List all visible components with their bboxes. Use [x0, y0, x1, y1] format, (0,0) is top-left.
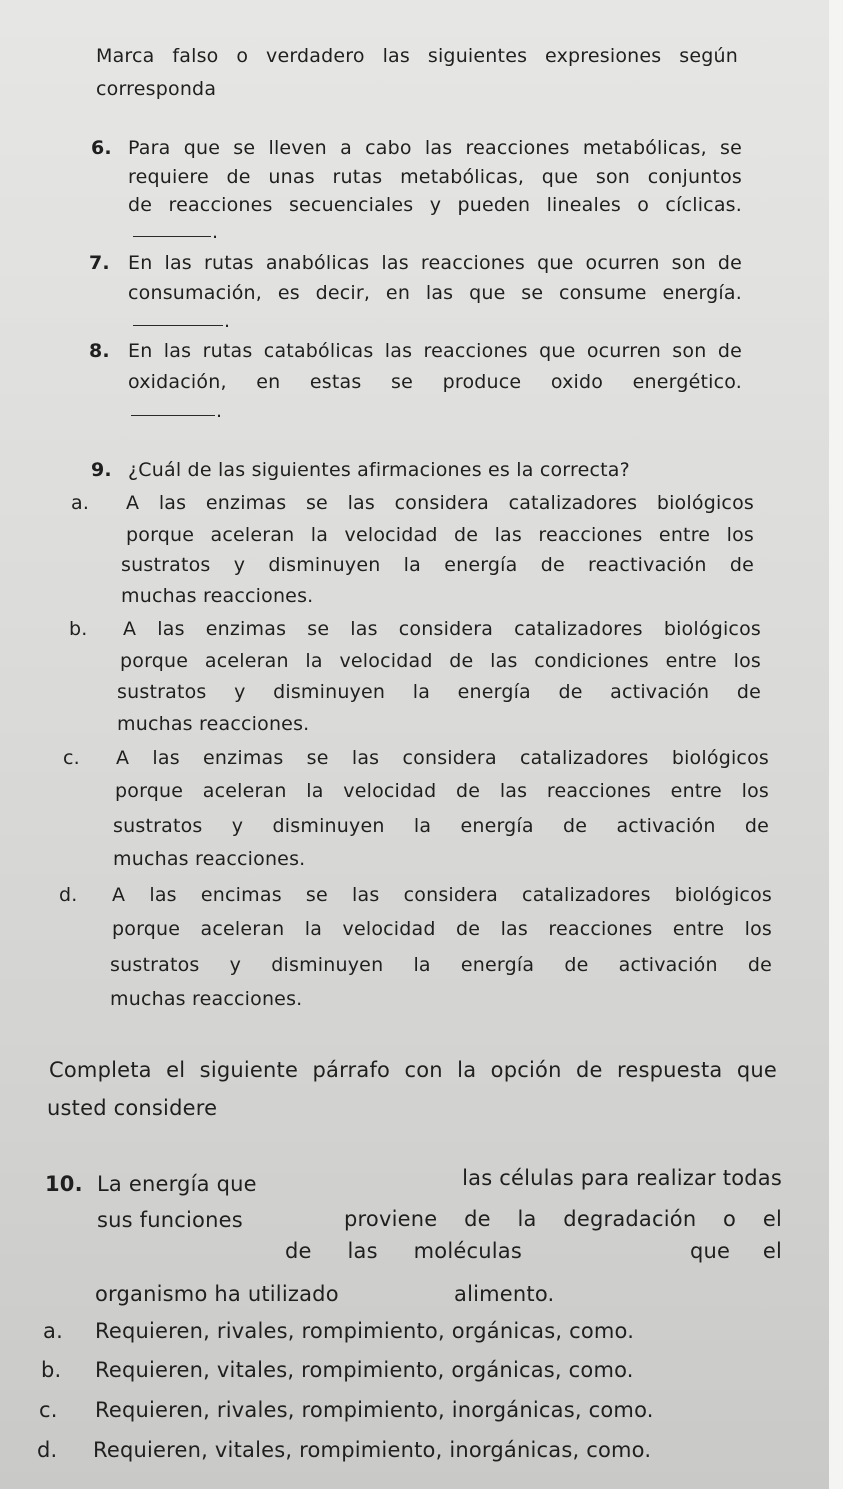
q10-text-2b: proviene de la degradación o el [344, 1207, 782, 1231]
q9-number: 9. [91, 459, 112, 481]
q10-text-3a: de las moléculas [285, 1239, 522, 1263]
q10-option-c-letter[interactable]: c. [39, 1398, 58, 1422]
q9-option-c-line-2[interactable]: porque aceleran la velocidad de las reacciones entre los [115, 780, 769, 802]
q9-option-d-line-2[interactable]: porque aceleran la velocidad de las reacciones entre los [112, 918, 772, 940]
q10-blank-4[interactable] [530, 1262, 680, 1263]
q9-option-b-line-3[interactable]: sustratos y disminuyen la energía de activación de [117, 681, 761, 703]
q10-option-a-text[interactable]: Requieren, rivales, rompimiento, orgánicas, como. [95, 1319, 635, 1343]
q7-number: 7. [89, 252, 110, 274]
q9-option-a-line-3[interactable]: sustratos y disminuyen la energía de reactivación de [121, 554, 754, 576]
q7-line-1: En las rutas anabólicas las reacciones que ocurren son de [128, 252, 742, 274]
q8-line-1: En las rutas catabólicas las reacciones que ocurren son de [128, 340, 742, 362]
q9-option-b-line-1[interactable]: A las enzimas se las considera catalizadores biológicos [123, 618, 761, 640]
q9-option-a-line-1[interactable]: A las enzimas se las considera catalizadores biológicos [126, 492, 754, 514]
q9-option-d-line-4[interactable]: muchas reacciones. [110, 988, 303, 1010]
q8-line-2: oxidación, en estas se produce oxido energético. [128, 371, 742, 393]
q6-blank-period: . [212, 221, 219, 243]
q10-blank-5[interactable] [373, 1303, 447, 1304]
q9-option-a-line-4[interactable]: muchas reacciones. [121, 585, 314, 607]
q10-blank-2[interactable] [272, 1230, 342, 1231]
instructions-tf-line-2: corresponda [96, 78, 217, 100]
q10-blank-3[interactable] [97, 1262, 277, 1263]
instructions-fill-line-1: Completa el siguiente párrafo con la opción de respuesta que [49, 1058, 777, 1082]
q10-option-b-text[interactable]: Requieren, vitales, rompimiento, orgánicas, como. [95, 1358, 634, 1382]
q10-text-1a: La energía que [97, 1172, 257, 1196]
q9-option-c-letter[interactable]: c. [63, 747, 80, 769]
q9-option-d-line-1[interactable]: A las encimas se las considera catalizadores biológicos [112, 884, 772, 906]
q9-option-c-line-4[interactable]: muchas reacciones. [113, 848, 306, 870]
q9-question: ¿Cuál de las siguientes afirmaciones es la correcta? [128, 459, 630, 481]
q9-option-b-letter[interactable]: b. [69, 618, 88, 640]
q7-answer-blank[interactable] [133, 325, 223, 326]
q9-option-a-letter[interactable]: a. [71, 492, 90, 514]
q9-option-d-line-3[interactable]: sustratos y disminuyen la energía de activación de [110, 954, 772, 976]
instructions-fill-line-2: usted considere [47, 1096, 218, 1120]
q6-answer-blank[interactable] [133, 236, 211, 237]
q9-option-d-letter[interactable]: d. [59, 884, 78, 906]
q10-number: 10. [45, 1172, 83, 1196]
q10-option-a-letter[interactable]: a. [43, 1319, 63, 1343]
q10-text-4a: organismo ha utilizado [95, 1282, 339, 1306]
q10-option-d-text[interactable]: Requieren, vitales, rompimiento, inorgánicas, como. [93, 1438, 652, 1462]
q9-option-a-line-2[interactable]: porque aceleran la velocidad de las reacciones entre los [126, 524, 754, 546]
q9-option-b-line-4[interactable]: muchas reacciones. [117, 713, 310, 735]
instructions-tf-line-1: Marca falso o verdadero las siguientes expresiones según [96, 45, 738, 67]
q6-line-1: Para que se lleven a cabo las reacciones metabólicas, se [128, 137, 742, 159]
q10-text-1b: las células para realizar todas [462, 1166, 782, 1190]
paper-edge [829, 0, 843, 1489]
q9-option-c-line-1[interactable]: A las enzimas se las considera catalizadores biológicos [116, 747, 769, 769]
q7-blank-period: . [224, 310, 231, 332]
q7-line-2: consumación, es decir, en las que se consume energía. [128, 282, 742, 304]
q8-answer-blank[interactable] [131, 415, 215, 416]
q6-line-3: de reacciones secuenciales y pueden lineales o cíclicas. [128, 194, 742, 216]
q9-option-b-line-2[interactable]: porque aceleran la velocidad de las condiciones entre los [120, 650, 761, 672]
q8-number: 8. [89, 340, 110, 362]
q10-option-d-letter[interactable]: d. [37, 1438, 58, 1462]
q6-number: 6. [91, 137, 112, 159]
q10-blank-1[interactable] [288, 1193, 392, 1194]
q10-option-b-letter[interactable]: b. [41, 1358, 62, 1382]
q9-option-c-line-3[interactable]: sustratos y disminuyen la energía de activación de [113, 815, 769, 837]
q8-blank-period: . [216, 400, 223, 422]
q10-text-4b: alimento. [454, 1282, 555, 1306]
q10-option-c-text[interactable]: Requieren, rivales, rompimiento, inorgánicas, como. [95, 1398, 654, 1422]
q10-text-2a: sus funciones [97, 1208, 243, 1232]
q6-line-2: requiere de unas rutas metabólicas, que son conjuntos [128, 166, 742, 188]
q10-text-3b: que el [690, 1239, 782, 1263]
